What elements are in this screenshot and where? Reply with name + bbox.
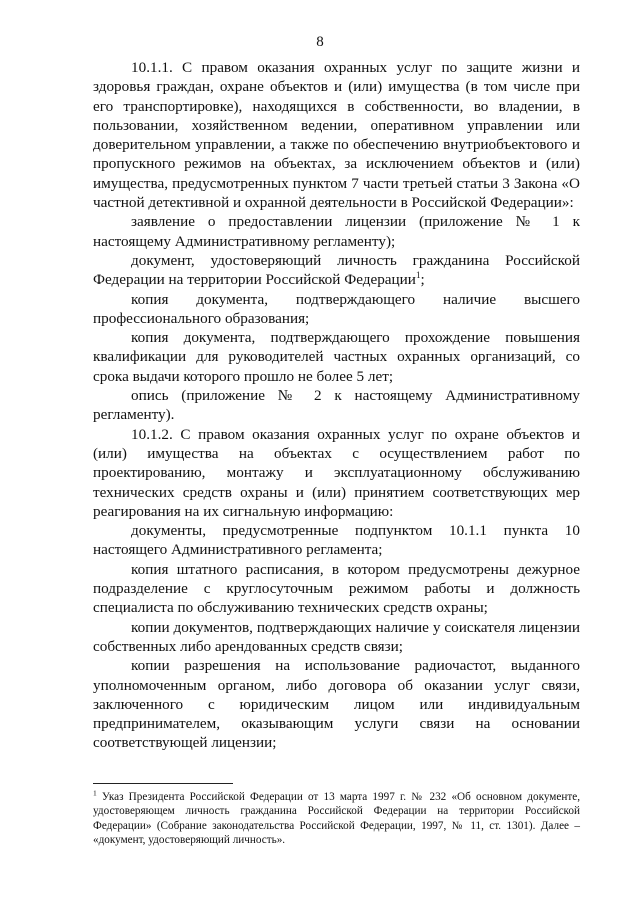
paragraph-communication-means: копии документов, подтверждающих наличие у соискателя лицензии собственных либо арендованных средств связи; [93,618,580,655]
page-number: 8 [316,34,324,50]
footnote-reference: 1 [415,270,421,281]
paragraph-qualification: копия документа, подтверждающего прохождение повышения квалификации для руководителей частных охранных организаций, со срока выдачи которого прошло не более 5 лет; [93,329,580,385]
paragraph-staff-schedule: копия штатного расписания, в котором предусмотрены дежурное подразделение с круглосуточным режимом работы и должность специалиста по обслуживанию технических средств охраны; [93,560,580,617]
footnote [93,790,580,848]
paragraph-identity-document [93,251,580,290]
identity-document-tail: ; [420,271,425,289]
paragraph-higher-education: копия документа, подтверждающего наличие высшего профессионального образования; [93,290,580,327]
paragraph-documents-reference: документы, предусмотренные подпунктом 10.1.1 пункта 10 настоящего Административного регламента; [93,522,580,559]
paragraph-10-1-2: 10.1.2. С правом оказания охранных услуг по охране объектов и (или) имущества на объектах с осуществлением работ по проектированию, монтажу и эксплуатационному обслуживанию технических средств охраны и (или) принятием соответствующих мер реагирования на их сигнальную информацию: [93,425,580,520]
paragraph-10-1-1: 10.1.1. С правом оказания охранных услуг по защите жизни и здоровья граждан, охране объектов и (или) имущества (в том числе при его транспортировке), находящихся в собственности, во владении, в пользовании, хозяйственном ведении, оперативном управлении или доверительном управлении, а также по обеспечению внутриобъектового и пропускного режимов на объектах, за исключением объектов и (или) имущества, предусмотренных пунктом 7 части третьей статьи 3 Закона «О частной детективной и охранной деятельности в Российской Федерации»: [93,59,580,212]
footnote-text: Указ Президента Российской Федерации от 13 марта 1997 г. № 232 «Об основном документе, удостоверяющем личность гражданина Российской Федерации на территории Российской Федерации» (Собрание законодательства Российской Федерации, 1997, № 11, ст. 1301). Далее – «документ, удостоверяющий личность». [93,791,580,847]
footnote-divider [93,783,233,784]
footnote-marker: 1 [93,788,97,798]
paragraph-radio-frequencies: копии разрешения на использование радиочастот, выданного уполномоченным органом, либо договора об оказании услуг связи, заключенного с юридическим лицом или индивидуальным предпринимателем, оказывающим услуги связи на основании соответствующей лицензии; [93,657,580,752]
paragraph-inventory: опись (приложение № 2 к настоящему Административному регламенту). [93,387,580,424]
document-body [93,58,580,753]
identity-document-text: документ, удостоверяющий личность гражданина Российской Федерации на территории Российской Федерации [93,251,580,289]
paragraph-license-application: заявление о предоставлении лицензии (приложение № 1 к настоящему Административному регламенту); [93,213,580,250]
